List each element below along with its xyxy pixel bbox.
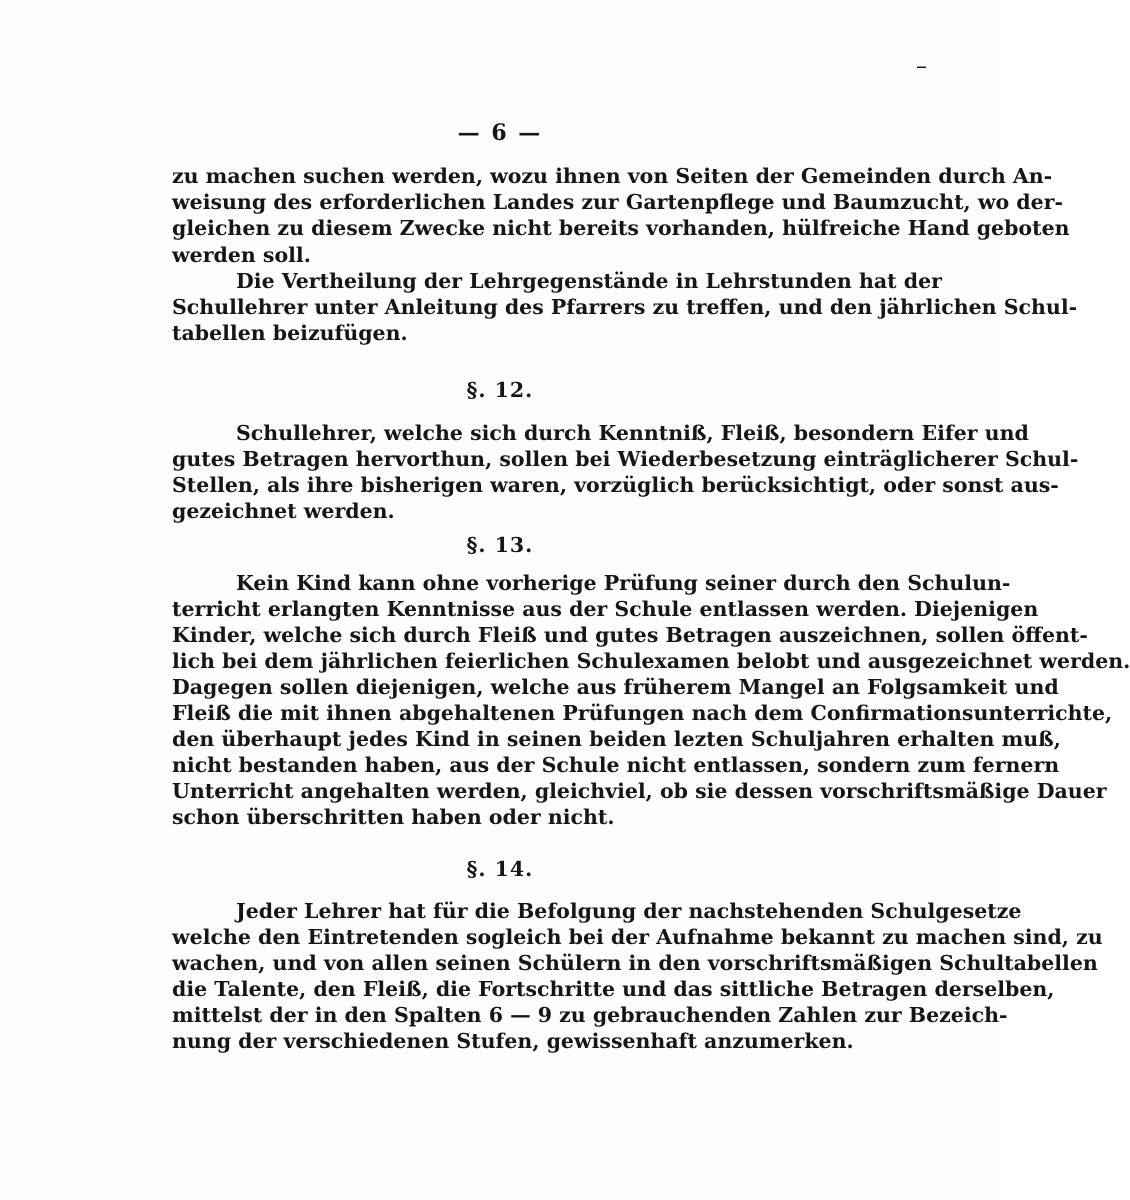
text-line: Fleiß die mit ihnen abgehaltenen Prüfungen nach dem Confirmationsunterrichte,: [172, 701, 1113, 725]
text-line: Schullehrer unter Anleitung des Pfarrers zu treffen, und den jährlichen Schul-: [172, 295, 1078, 319]
section-heading: §. 12.: [466, 378, 534, 402]
text-line: Unterricht angehalten werden, gleichviel, ob sie dessen vorschriftsmäßige Dauer: [172, 779, 1107, 803]
section-heading: §. 13.: [466, 533, 534, 557]
text-line: weisung des erforderlichen Landes zur Gartenpflege und Baumzucht, wo der-: [172, 190, 1063, 214]
section-heading: §. 14.: [466, 857, 534, 881]
text-line: gutes Betragen hervorthun, sollen bei Wiederbesetzung einträglicherer Schul-: [172, 447, 1079, 471]
text-line: lich bei dem jährlichen feierlichen Schulexamen belobt und ausgezeichnet werden.: [172, 649, 1130, 673]
text-line: Schullehrer, welche sich durch Kenntniß, Fleiß, besondern Eifer und: [236, 421, 1029, 445]
text-line: gezeichnet werden.: [172, 499, 395, 523]
page-number: — 6 —: [457, 120, 543, 146]
text-line: zu machen suchen werden, wozu ihnen von Seiten der Gemeinden durch An-: [172, 164, 1053, 188]
text-line: terricht erlangten Kenntnisse aus der Schule entlassen werden. Diejenigen: [172, 597, 1039, 621]
text-line: schon überschritten haben oder nicht.: [172, 805, 615, 829]
text-line: die Talente, den Fleiß, die Fortschritte und das sittliche Betragen derselben,: [172, 977, 1055, 1001]
corner-mark: –: [916, 54, 927, 79]
text-line: tabellen beizufügen.: [172, 321, 408, 345]
text-line: Kein Kind kann ohne vorherige Prüfung seiner durch den Schulun-: [236, 571, 1011, 595]
text-line: Dagegen sollen diejenigen, welche aus früherem Mangel an Folgsamkeit und: [172, 675, 1059, 699]
text-line: mittelst der in den Spalten 6 — 9 zu gebrauchenden Zahlen zur Bezeich-: [172, 1003, 1008, 1027]
text-line: welche den Eintretenden sogleich bei der Aufnahme bekannt zu machen sind, zu: [172, 925, 1103, 949]
text-line: nicht bestanden haben, aus der Schule nicht entlassen, sondern zum fernern: [172, 753, 1060, 777]
text-line: Stellen, als ihre bisherigen waren, vorzüglich berücksichtigt, oder sonst aus-: [172, 473, 1059, 497]
text-line: wachen, und von allen seinen Schülern in den vorschriftsmäßigen Schultabellen: [172, 951, 1098, 975]
text-line: nung der verschiedenen Stufen, gewissenhaft anzumerken.: [172, 1029, 854, 1053]
text-line: werden soll.: [172, 243, 311, 267]
text-line: Kinder, welche sich durch Fleiß und gutes Betragen auszeichnen, sollen öffent-: [172, 623, 1088, 647]
text-line: den überhaupt jedes Kind in seinen beiden lezten Schuljahren erhalten muß,: [172, 727, 1061, 751]
text-line: Die Vertheilung der Lehrgegenstände in Lehrstunden hat der: [236, 269, 942, 293]
text-line: Jeder Lehrer hat für die Befolgung der nachstehenden Schulgesetze: [236, 899, 1022, 923]
text-line: gleichen zu diesem Zwecke nicht bereits vorhanden, hülfreiche Hand geboten: [172, 216, 1070, 240]
